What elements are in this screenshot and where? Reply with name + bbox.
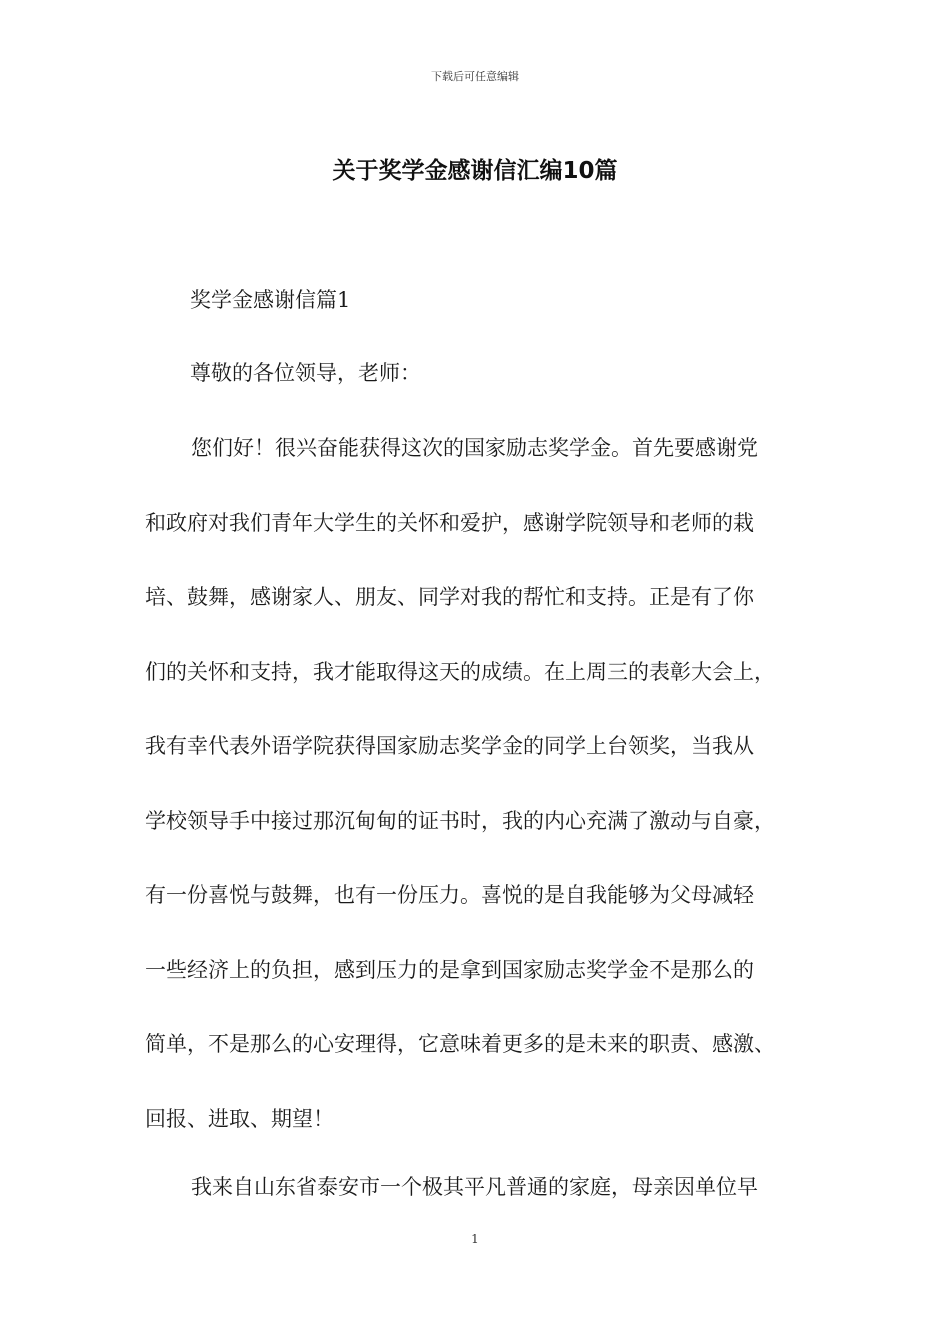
- paragraph-line: 培、鼓舞，感谢家人、朋友、同学对我的帮忙和支持。正是有了你: [145, 585, 754, 609]
- section-heading: 奖学金感谢信篇1: [190, 288, 351, 312]
- paragraph-line: 学校领导手中接过那沉甸甸的证书时，我的内心充满了激动与自豪，: [145, 808, 775, 833]
- paragraph-line: 您们好！很兴奋能获得这次的国家励志奖学金。首先要感谢党: [191, 436, 758, 460]
- paragraph-line: 和政府对我们青年大学生的关怀和爱护，感谢学院领导和老师的栽: [145, 510, 754, 535]
- document-title: 关于奖学金感谢信汇编10篇: [332, 158, 618, 184]
- page-number: 1: [471, 1232, 479, 1246]
- paragraph-line: 有一份喜悦与鼓舞，也有一份压力。喜悦的是自我能够为父母减轻: [145, 883, 754, 907]
- paragraph-line: 简单，不是那么的心安理得，它意味着更多的是未来的职责、感激、: [145, 1032, 775, 1056]
- paragraph-line: 我来自山东省泰安市一个极其平凡普通的家庭，母亲因单位早: [191, 1175, 758, 1199]
- header-note: 下载后可任意编辑: [431, 70, 519, 83]
- paragraph-line: 们的关怀和支持，我才能取得这天的成绩。在上周三的表彰大会上，: [145, 659, 775, 684]
- paragraph-line: 一些经济上的负担，感到压力的是拿到国家励志奖学金不是那么的: [145, 957, 754, 982]
- paragraph-1: [145, 411, 825, 1156]
- paragraph-line: 回报、进取、期望！: [145, 1106, 334, 1131]
- paragraph-2: [145, 1150, 825, 1225]
- greeting-line: 尊敬的各位领导，老师：: [190, 361, 421, 385]
- paragraph-line: 我有幸代表外语学院获得国家励志奖学金的同学上台领奖，当我从: [145, 734, 754, 758]
